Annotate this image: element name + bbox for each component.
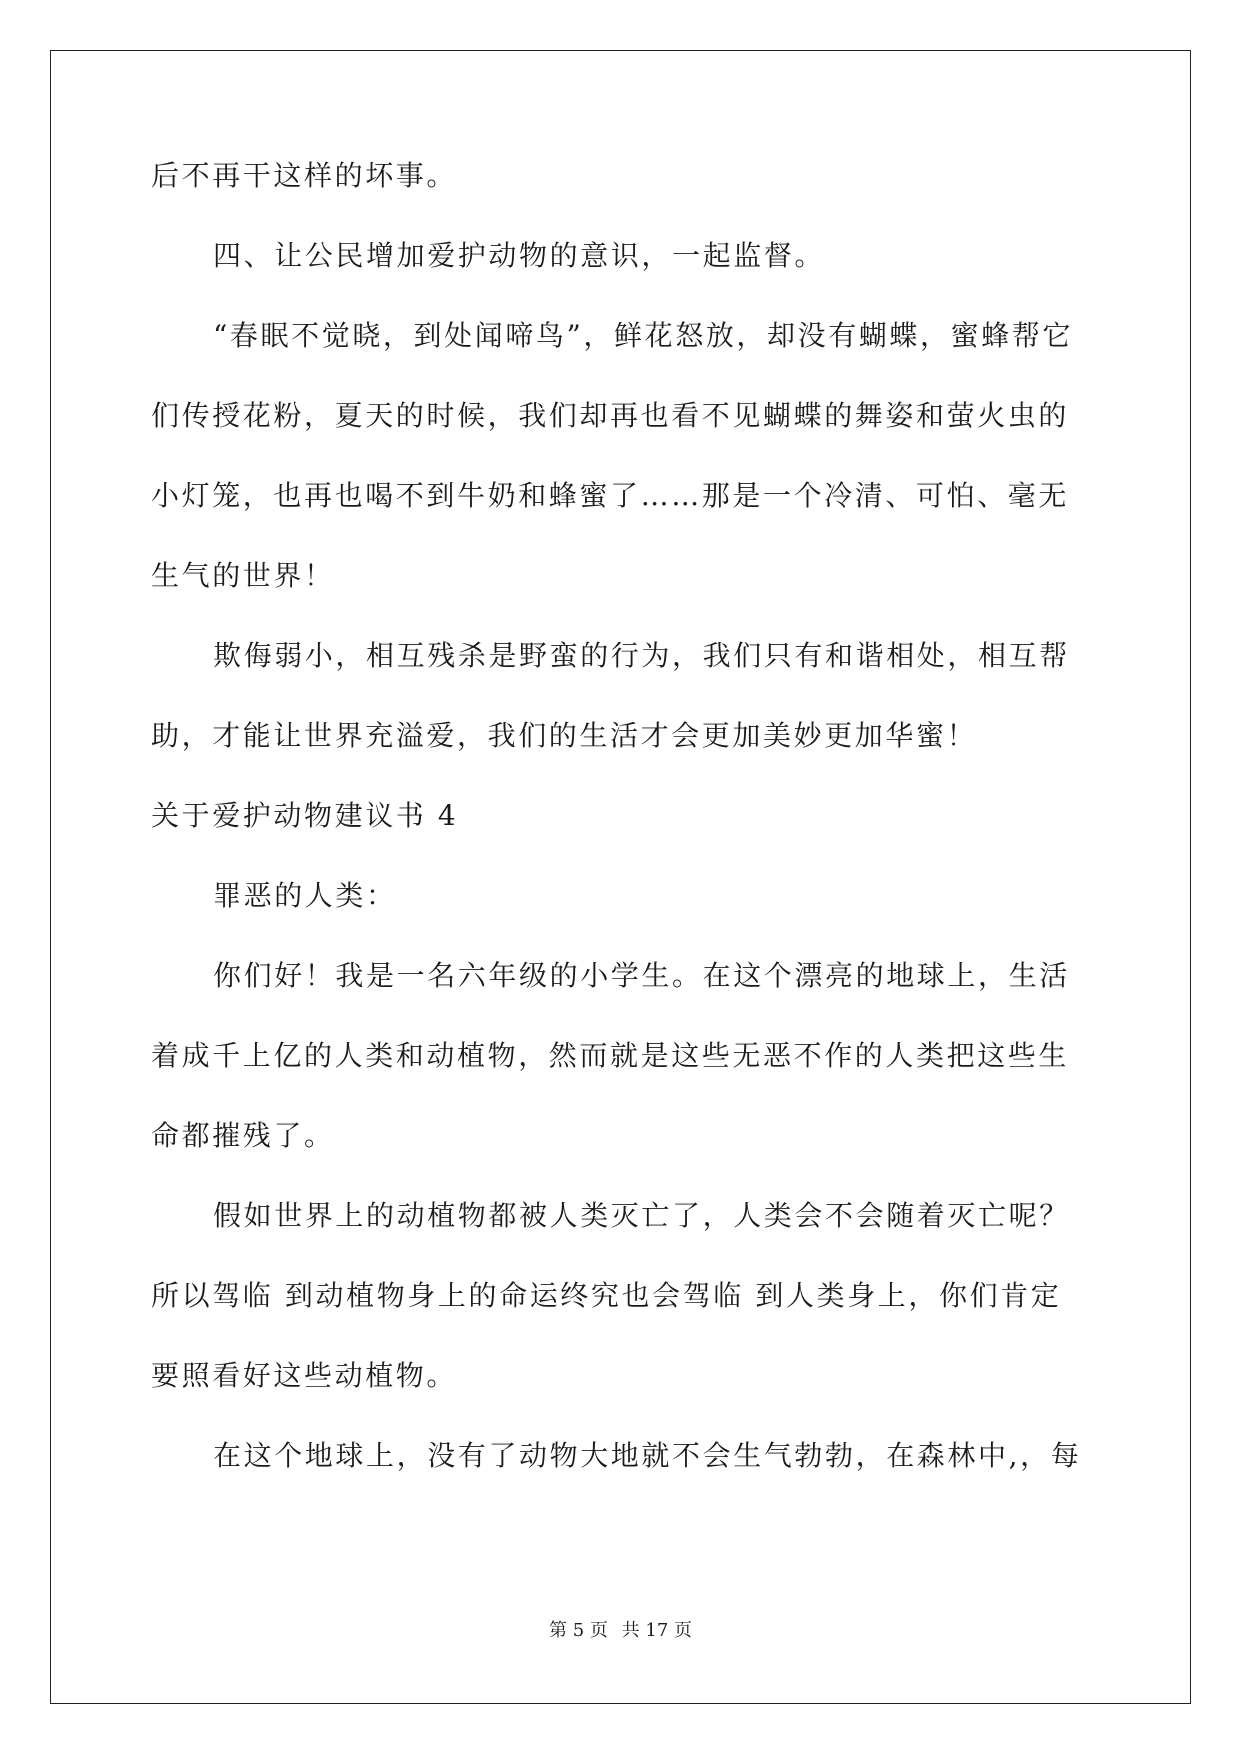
text-line: 所以驾临 到动植物身上的命运终究也会驾临 到人类身上，你们肯定 [151, 1279, 1062, 1312]
text-line: “春眠不觉晓，到处闻啼鸟”，鲜花怒放，却没有蝴蝶，蜜蜂帮它 [213, 319, 1074, 352]
text-line: 们传授花粉，夏天的时候，我们却再也看不见蝴蝶的舞姿和萤火虫的 [151, 399, 1070, 432]
text-line: 你们好！我是一名六年级的小学生。在这个漂亮的地球上，生活 [213, 959, 1070, 992]
text-line: 命都摧残了。 [151, 1119, 335, 1152]
text-line: 生气的世界！ [151, 559, 335, 592]
text-line: 小灯笼，也再也喝不到牛奶和蜂蜜了……那是一个冷清、可怕、毫无 [151, 479, 1070, 512]
text-line: 假如世界上的动植物都被人类灭亡了，人类会不会随着灭亡呢？ [213, 1199, 1070, 1232]
text-line: 欺侮弱小，相互残杀是野蛮的行为，我们只有和谐相处，相互帮 [213, 639, 1070, 672]
text-line: 要照看好这些动植物。 [151, 1359, 458, 1392]
text-line: 四、让公民增加爱护动物的意识，一起监督。 [213, 239, 826, 272]
section-heading: 关于爱护动物建议书 4 [151, 799, 459, 832]
text-line: 后不再干这样的坏事。 [151, 159, 458, 192]
page-total: 共 17 页 [621, 1620, 692, 1641]
page-footer [0, 1620, 1241, 1642]
document-body [151, 158, 1091, 1518]
salutation: 罪恶的人类： [213, 879, 397, 912]
text-line: 着成千上亿的人类和动植物，然而就是这些无恶不作的人类把这些生 [151, 1039, 1070, 1072]
text-line: 助，才能让世界充溢爱，我们的生活才会更加美妙更加华蜜！ [151, 719, 978, 752]
text-line: 在这个地球上，没有了动物大地就不会生气勃勃，在森林中,，每 [213, 1439, 1082, 1472]
page-number: 第 5 页 [549, 1620, 608, 1641]
